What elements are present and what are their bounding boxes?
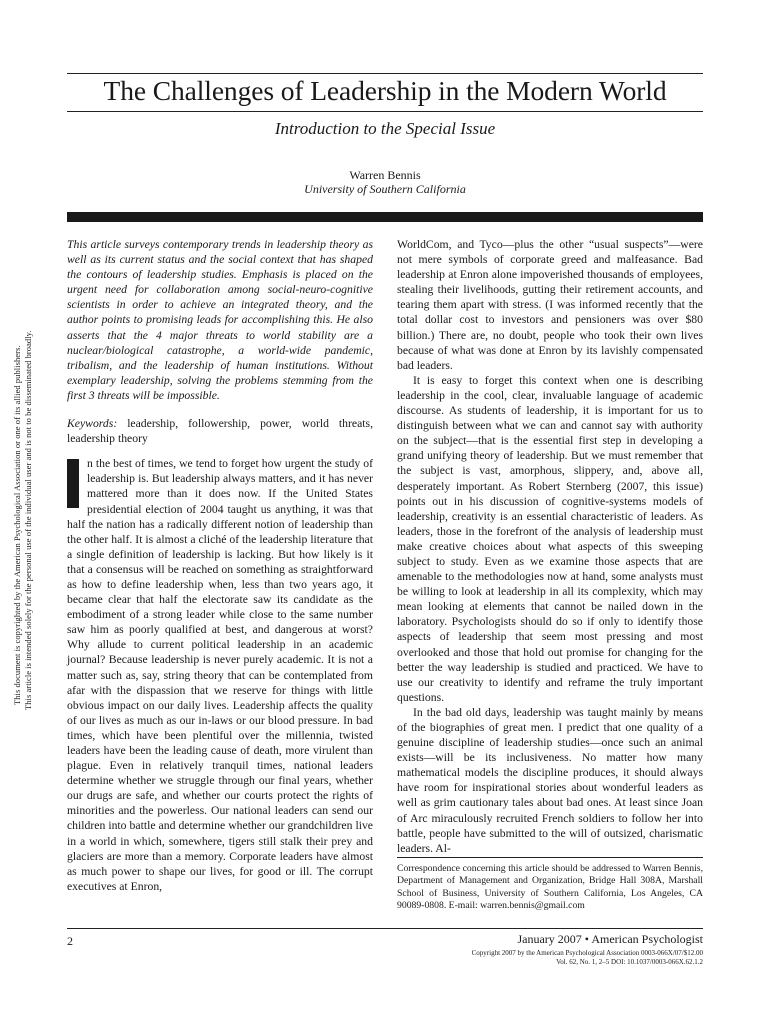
copyright-sidebar <box>0 0 40 1024</box>
keywords <box>67 416 373 446</box>
keywords-label: Keywords: <box>67 417 118 431</box>
header-bar <box>67 212 703 222</box>
side-notice-line-2: This article is intended solely for the personal use of the individual user and is not to be disseminated broadly. <box>23 330 33 710</box>
copyright-line-2: Vol. 62, No. 1, 2–5 DOI: 10.1037/0003-066X.62.1.2 <box>556 957 703 966</box>
author-name: Warren Bennis <box>349 168 421 182</box>
intro-paragraph <box>67 456 373 894</box>
copyright-line-1: Copyright 2007 by the American Psychological Association 0003-066X/07/$12.00 <box>471 949 703 957</box>
copyright-block <box>303 949 703 966</box>
side-notice-line-1: This document is copyrighted by the American Psychological Association or one of its allied publishers. <box>12 345 22 705</box>
footer-rule <box>67 928 703 929</box>
abstract: This article surveys contemporary trends in leadership theory as well as its current status and the social context that has shaped the contours of leadership studies. Emphasis is placed on the urgent need for collaboration among social-neuro-cognitive scientists in order to achieve an integrated theory, and the author points to promising leads for accomplishing this. He also asserts that the 4 major threats to world stability are a nuclear/biological catastrophe, a world-wide pandemic, tribalism, and the leadership of human institutions. Without exemplary leadership, solving the problems stemming from the first 3 threats will be impossible. <box>67 238 373 402</box>
keywords-list: leadership, followership, power, world threats, leadership theory <box>67 417 374 446</box>
page-number: 2 <box>67 934 73 948</box>
journal-line: January 2007 • American Psychologist <box>517 932 703 946</box>
body-paragraph-1: WorldCom, and Tyco—plus the other “usual suspects”—were not mere symbols of corporate greed and malfeasance. Bad leadership at Enron alone impoverished thousands of employees, stealing their livelihoods, gutting their retirement accounts, and tearing them apart with stress. (I was informed recently that the total dollar cost to investors and pensioners was over $80 billion.) There are, no doubt, people who took their own lives because of what was done at Enron by its lavishly compensated bad leaders. <box>397 238 703 372</box>
drop-cap-mark <box>67 459 79 508</box>
author-affiliation: University of Southern California <box>304 182 466 196</box>
body-paragraph-3: In the bad old days, leadership was taught mainly by means of the biographies of great men. I predict that one quality of a genuine discipline of leadership studies—once such an animal exists—will be its inclusiveness. No matter how many mathematical models the discipline produces, it should always have room for inspirational stories about wonderful leaders as well as grim cautionary tales about bad ones. At least since Joan of Arc miraculously recruited French soldiers to follow her into battle, people have submitted to the will of outsized, charismatic leaders. Al- <box>397 705 703 855</box>
right-column <box>397 237 703 856</box>
article-title: The Challenges of Leadership in the Modern World <box>103 75 667 106</box>
body-paragraph-2: It is easy to forget this context when one is describing leadership in the cool, clear, invaluable language of academic discourse. As students of leadership, it is important for us to distinguish between what we can and cannot say with authority on the subject—that is the essential first step in developing a grand unifying theory of leadership. But we must remember that the subject is vast, amorphous, slippery, and, above all, desperately important. As Robert Sternberg (2007, this issue) points out in his discussion of cognitive-systems models of leadership, creativity is an essential characteristic of leaders. As leaders, those in the forefront of the analysis of leadership must make creative choices about what aspects of this sweeping subject to study. Even as we examine those aspects that are amenable to the methodologies now at hand, some analysts must be willing to look at leadership in all its complexity, which may mean looking at elements that cannot be nailed down in the laboratory. Psychologists should do so if only to identify those aspects of leadership that seem most pressing and most overlooked and those that hold out promise for changing for the better the way leadership is studied and practiced. We have to use our creativity to identify and reframe the truly important questions. <box>397 373 703 704</box>
left-column <box>67 237 373 894</box>
correspondence-footnote: Correspondence concerning this article should be addressed to Warren Bennis, Department of Management and Organization, Bridge Hall 308A, Marshall School of Business, University of Southern California, Los Angeles, CA 90089-0808. E-mail: warren.bennis@gmail.com <box>397 857 703 913</box>
article-subtitle: Introduction to the Special Issue <box>274 119 496 138</box>
title-rule <box>67 111 703 112</box>
intro-text: n the best of times, we tend to forget how urgent the study of leadership is. But leadership always matters, and it has never mattered more than it does now. If the United States presidential election of 2004 taught us anything, it was that half the nation has a radically different notion of leadership than the other half. It is almost a cliché of the leadership literature that a single definition of leadership is lacking. But how likely is it that a consensus will be reached on something as straightforward as how to define leadership when, less than two years ago, it became clear that half the electorate saw its candidate as the embodiment of a strong leader while close to the same number saw him as poorly qualified at best, and dangerous at worst? Why allude to current political leadership in an academic journal? Because leadership is never purely academic. It is not a matter such as, say, string theory that can be contemplated from afar with the dispassion that we reserve for things with little obvious impact on our daily lives. Leadership affects the quality of our lives as much as our in-laws or our blood pressure. In bad times, which have been plentiful over the millennia, twisted leaders have been the leading cause of death, more virulent than plague. Even in relatively tranquil times, national leaders determine whether we struggle through our final years, whether our drugs are safe, and whether our courts protect the rights of minorities and the powerless. Our national leaders can send our children into battle and determine whether our grandchildren live in a world in which, somewhere, tigers still stalk their prey and glaciers are more than a memory. Corporate leaders have almost as much power to shape our lives, for good or ill. The corrupt executives at Enron, <box>67 457 373 893</box>
